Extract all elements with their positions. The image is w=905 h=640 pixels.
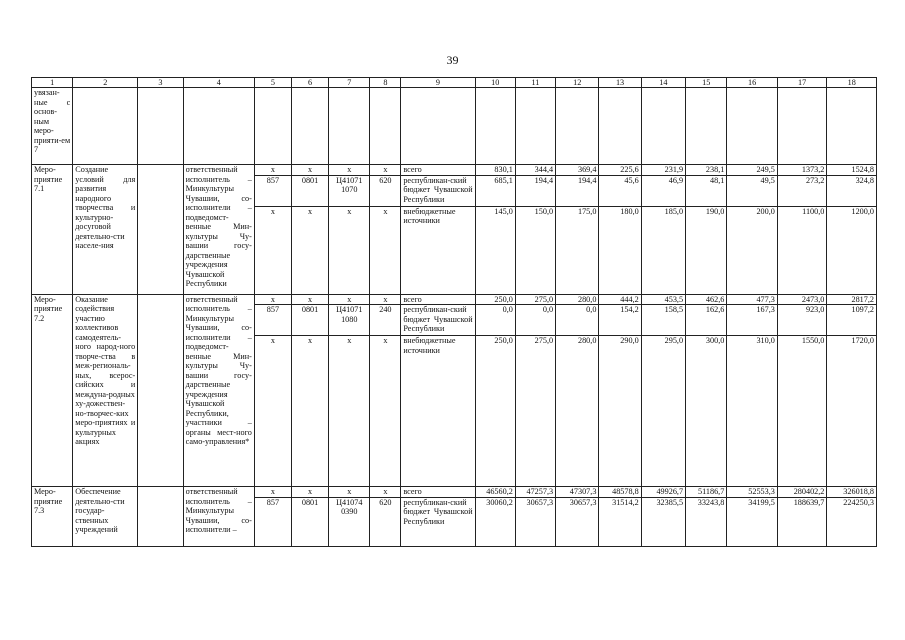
empty-cell xyxy=(73,88,138,165)
value-cell: 51186,7 xyxy=(686,487,727,498)
empty-cell xyxy=(138,487,183,547)
empty-cell xyxy=(370,88,401,165)
code-cell: 0801 xyxy=(291,175,328,206)
value-cell: 46560,2 xyxy=(475,487,515,498)
value-cell: 30657,3 xyxy=(556,497,599,546)
code-cell: x xyxy=(254,336,291,487)
funding-source: республикан-ский бюджет Чувашской Республики xyxy=(401,305,475,336)
code-cell: x xyxy=(370,336,401,487)
value-cell: 225,6 xyxy=(599,165,641,176)
empty-cell xyxy=(254,88,291,165)
value-cell: 33243,8 xyxy=(686,497,727,546)
value-cell: 158,5 xyxy=(641,305,685,336)
value-cell: 923,0 xyxy=(777,305,827,336)
value-cell: 2817,2 xyxy=(827,294,877,305)
empty-cell xyxy=(401,88,475,165)
code-cell: 620 xyxy=(370,175,401,206)
column-header: 16 xyxy=(727,78,778,88)
value-cell: 0,0 xyxy=(475,305,515,336)
event-number: Меро-приятие 7.3 xyxy=(32,487,73,547)
column-header: 2 xyxy=(73,78,138,88)
value-cell: 1200,0 xyxy=(827,206,877,294)
value-cell: 150,0 xyxy=(515,206,555,294)
value-cell: 250,0 xyxy=(475,336,515,487)
code-cell: x xyxy=(291,206,328,294)
value-cell: 238,1 xyxy=(686,165,727,176)
code-cell: x xyxy=(254,294,291,305)
column-header: 6 xyxy=(291,78,328,88)
value-cell: 48,1 xyxy=(686,175,727,206)
code-cell: 240 xyxy=(370,305,401,336)
funding-source: всего xyxy=(401,165,475,176)
value-cell: 194,4 xyxy=(556,175,599,206)
empty-cell xyxy=(556,88,599,165)
column-header: 14 xyxy=(641,78,685,88)
column-header: 18 xyxy=(827,78,877,88)
value-cell: 275,0 xyxy=(515,336,555,487)
value-cell: 830,1 xyxy=(475,165,515,176)
value-cell: 224250,3 xyxy=(827,497,877,546)
value-cell: 46,9 xyxy=(641,175,685,206)
page-number: 39 xyxy=(446,53,459,67)
value-cell: 1524,8 xyxy=(827,165,877,176)
column-header: 12 xyxy=(556,78,599,88)
value-cell: 369,4 xyxy=(556,165,599,176)
empty-cell xyxy=(686,88,727,165)
column-header: 9 xyxy=(401,78,475,88)
code-cell: x xyxy=(291,487,328,498)
column-header: 7 xyxy=(329,78,370,88)
responsible-executor: ответственный исполнитель – Минкультуры Чувашии, со-исполнители – xyxy=(183,487,254,547)
code-cell: Ц41071 1080 xyxy=(329,305,370,336)
value-cell: 1373,2 xyxy=(777,165,827,176)
value-cell: 167,3 xyxy=(727,305,778,336)
code-cell: Ц41071 1070 xyxy=(329,175,370,206)
value-cell: 47257,3 xyxy=(515,487,555,498)
empty-cell xyxy=(827,88,877,165)
code-cell: 857 xyxy=(254,497,291,546)
table-row xyxy=(32,294,877,305)
value-cell: 1097,2 xyxy=(827,305,877,336)
value-cell: 49926,7 xyxy=(641,487,685,498)
value-cell: 48578,8 xyxy=(599,487,641,498)
value-cell: 280,0 xyxy=(556,294,599,305)
value-cell: 0,0 xyxy=(515,305,555,336)
code-cell: 0801 xyxy=(291,305,328,336)
empty-cell xyxy=(599,88,641,165)
value-cell: 462,6 xyxy=(686,294,727,305)
column-header: 10 xyxy=(475,78,515,88)
code-cell: x xyxy=(370,487,401,498)
code-cell: x xyxy=(291,294,328,305)
value-cell: 47307,3 xyxy=(556,487,599,498)
column-header: 1 xyxy=(32,78,73,88)
value-cell: 0,0 xyxy=(556,305,599,336)
empty-cell xyxy=(329,88,370,165)
value-cell: 190,0 xyxy=(686,206,727,294)
value-cell: 477,3 xyxy=(727,294,778,305)
value-cell: 49,5 xyxy=(727,175,778,206)
empty-cell xyxy=(291,88,328,165)
value-cell: 324,8 xyxy=(827,175,877,206)
value-cell: 194,4 xyxy=(515,175,555,206)
code-cell: x xyxy=(370,165,401,176)
value-cell: 290,0 xyxy=(599,336,641,487)
value-cell: 444,2 xyxy=(599,294,641,305)
value-cell: 30657,3 xyxy=(515,497,555,546)
column-header: 4 xyxy=(183,78,254,88)
value-cell: 1100,0 xyxy=(777,206,827,294)
value-cell: 188639,7 xyxy=(777,497,827,546)
code-cell: x xyxy=(329,165,370,176)
code-cell: x xyxy=(329,294,370,305)
code-cell: Ц41074 0390 xyxy=(329,497,370,546)
event-title: Оказание содействия участию коллективов самодеятель-ного народ-ного творче-ства в меж-региональ-ных, всерос-сийских и междуна-родных ху-дожествен-но-творчес-ких меро-приятиях и культурных акциях xyxy=(73,294,138,487)
value-cell: 326018,8 xyxy=(827,487,877,498)
responsible-executor: ответственный исполнитель – Минкультуры Чувашии, со-исполнители – подведомст-венные Мин-культуры Чу-вашии госу-дарственные учреждения Чувашской Республики xyxy=(183,165,254,295)
code-cell: 857 xyxy=(254,305,291,336)
value-cell: 250,0 xyxy=(475,294,515,305)
value-cell: 231,9 xyxy=(641,165,685,176)
funding-source: внебюджетные источники xyxy=(401,336,475,487)
funding-source: всего xyxy=(401,487,475,498)
column-header: 8 xyxy=(370,78,401,88)
value-cell: 300,0 xyxy=(686,336,727,487)
empty-cell xyxy=(727,88,778,165)
column-header: 3 xyxy=(138,78,183,88)
value-cell: 344,4 xyxy=(515,165,555,176)
value-cell: 162,6 xyxy=(686,305,727,336)
code-cell: 857 xyxy=(254,175,291,206)
empty-cell xyxy=(515,88,555,165)
funding-source: республикан-ский бюджет Чувашской Республики xyxy=(401,175,475,206)
code-cell: 0801 xyxy=(291,497,328,546)
value-cell: 31514,2 xyxy=(599,497,641,546)
header-row xyxy=(32,78,877,88)
event-title: Создание условий для развития народного творчества и культурно-досуговой деятельно-сти населе-ния xyxy=(73,165,138,295)
responsible-executor: ответственный исполнитель – Минкультуры Чувашии, со-исполнители – подведомст-венные Мин-культуры Чу-вашии госу-дарственные учреждения Чувашской Республики, участники – органы мест-ного само-управления* xyxy=(183,294,254,487)
empty-cell xyxy=(641,88,685,165)
code-cell: x xyxy=(254,487,291,498)
value-cell: 2473,0 xyxy=(777,294,827,305)
event-title: Обеспечение деятельно-сти государ-ственных учреждений xyxy=(73,487,138,547)
empty-cell xyxy=(138,88,183,165)
value-cell: 34199,5 xyxy=(727,497,778,546)
code-cell: x xyxy=(329,487,370,498)
empty-cell xyxy=(777,88,827,165)
code-cell: x xyxy=(291,165,328,176)
value-cell: 310,0 xyxy=(727,336,778,487)
empty-cell xyxy=(475,88,515,165)
value-cell: 145,0 xyxy=(475,206,515,294)
column-header: 11 xyxy=(515,78,555,88)
code-cell: x xyxy=(291,336,328,487)
value-cell: 685,1 xyxy=(475,175,515,206)
column-header: 17 xyxy=(777,78,827,88)
value-cell: 30060,2 xyxy=(475,497,515,546)
value-cell: 200,0 xyxy=(727,206,778,294)
value-cell: 273,2 xyxy=(777,175,827,206)
value-cell: 249,5 xyxy=(727,165,778,176)
value-cell: 52553,3 xyxy=(727,487,778,498)
value-cell: 180,0 xyxy=(599,206,641,294)
table-row xyxy=(32,165,877,176)
value-cell: 1550,0 xyxy=(777,336,827,487)
value-cell: 154,2 xyxy=(599,305,641,336)
code-cell: x xyxy=(329,206,370,294)
value-cell: 453,5 xyxy=(641,294,685,305)
value-cell: 32385,5 xyxy=(641,497,685,546)
table-row xyxy=(32,487,877,498)
table-row xyxy=(32,88,877,165)
value-cell: 280402,2 xyxy=(777,487,827,498)
budget-table xyxy=(31,77,877,547)
funding-source: республикан-ский бюджет Чувашской Республики xyxy=(401,497,475,546)
event-number: Меро-приятие 7.2 xyxy=(32,294,73,487)
code-cell: x xyxy=(329,336,370,487)
value-cell: 1720,0 xyxy=(827,336,877,487)
value-cell: 175,0 xyxy=(556,206,599,294)
code-cell: x xyxy=(370,206,401,294)
column-header: 5 xyxy=(254,78,291,88)
code-cell: 620 xyxy=(370,497,401,546)
column-header: 15 xyxy=(686,78,727,88)
value-cell: 295,0 xyxy=(641,336,685,487)
funding-source: внебюджетные источники xyxy=(401,206,475,294)
funding-source: всего xyxy=(401,294,475,305)
value-cell: 275,0 xyxy=(515,294,555,305)
empty-cell xyxy=(138,165,183,295)
empty-cell xyxy=(138,294,183,487)
intro-label: увязан-ные с основ-ным меро-прияти-ем 7 xyxy=(32,88,73,165)
column-header: 13 xyxy=(599,78,641,88)
code-cell: x xyxy=(370,294,401,305)
value-cell: 45,6 xyxy=(599,175,641,206)
empty-cell xyxy=(183,88,254,165)
code-cell: x xyxy=(254,206,291,294)
value-cell: 185,0 xyxy=(641,206,685,294)
code-cell: x xyxy=(254,165,291,176)
event-number: Меро-приятие 7.1 xyxy=(32,165,73,295)
value-cell: 280,0 xyxy=(556,336,599,487)
